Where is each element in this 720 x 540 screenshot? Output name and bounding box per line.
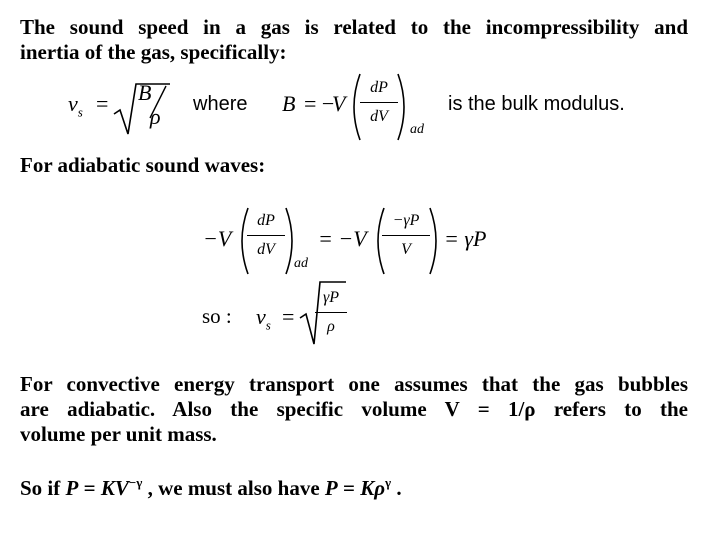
bulk-modulus-label: is the bulk modulus. bbox=[448, 93, 625, 115]
vs-symbol: $v_s$ bbox=[256, 304, 271, 333]
final-statement: So if $P = KV^{-\gamma}$ , we must also have $P = K\rho^\gamma$ . bbox=[20, 475, 402, 500]
bulk-B: B bbox=[138, 80, 152, 105]
intro-line-2: inertia of the gas, specifically: bbox=[20, 40, 287, 64]
ad-subscript: ad bbox=[410, 122, 424, 137]
where-label: where bbox=[193, 93, 248, 115]
intro-paragraph bbox=[20, 15, 688, 65]
convective-line-1: For convective energy transport one assumes that the gas bubbles bbox=[20, 372, 688, 396]
dPdV-fraction: dP dV bbox=[247, 208, 285, 263]
B-symbol: B bbox=[282, 91, 296, 116]
convective-paragraph bbox=[20, 372, 688, 447]
V-symbol: V bbox=[332, 91, 346, 116]
adiabatic-heading: For adiabatic sound waves: bbox=[20, 153, 266, 177]
equals-sign: = bbox=[96, 91, 109, 116]
ad-subscript: ad bbox=[294, 256, 308, 271]
equals-gammaP: = γP bbox=[444, 226, 487, 251]
rho-symbol: ρ bbox=[150, 104, 161, 129]
so-label: so : bbox=[202, 304, 232, 328]
convective-line-2: are adiabatic. Also the specific volume V = 1/ρ refers to the bbox=[20, 397, 688, 421]
convective-line-3: volume per unit mass. bbox=[20, 422, 217, 446]
gammaP-over-V-fraction: −γP V bbox=[382, 208, 430, 263]
gammaP-over-rho-fraction: γP ρ bbox=[315, 285, 347, 340]
equals-minus: = − bbox=[304, 91, 335, 116]
minus-V: −V bbox=[203, 226, 232, 251]
dPdV-fraction: dP dV bbox=[360, 75, 398, 130]
equals-sign: = bbox=[282, 304, 295, 329]
equals-minus-V: = −V bbox=[318, 226, 367, 251]
intro-line-1: The sound speed in a gas is related to the incompressibility and bbox=[20, 15, 688, 39]
vs-symbol: $v_s$ bbox=[68, 91, 83, 120]
right-paren bbox=[428, 206, 444, 276]
